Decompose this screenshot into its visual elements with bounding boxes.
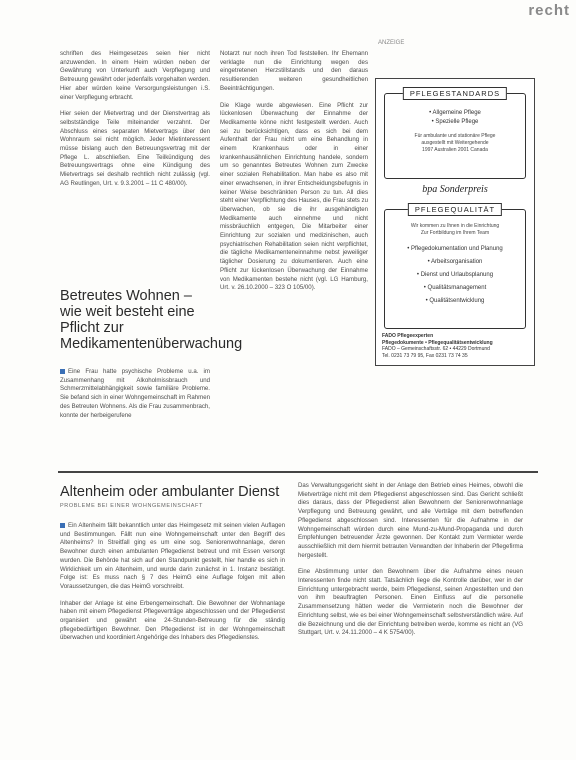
section-subheading: PROBLEME BEI EINER WOHNGEMEINSCHAFT xyxy=(60,503,203,509)
section-heading-betreutes-wohnen: Betreutes Wohnen – wie weit besteht eine Pflicht zur Medikamentenüberwachung xyxy=(60,288,243,352)
bullet-icon xyxy=(60,369,65,374)
paragraph: Notarzt nur noch ihren Tod feststellen. Ihr Ehemann verklagte nun die Einrichtung wegen des eingetretenen Herzstillstands und den daraus resultierenden weiteren gesundheitlichen Beeinträchtigungen. xyxy=(220,50,368,92)
section-heading-altenheim: Altenheim oder ambulanter Dienst xyxy=(60,484,280,500)
ad-standards-title: PFLEGESTANDARDS xyxy=(403,87,507,100)
ad-quality-note: Wir kommen zu Ihnen in die Einrichtung Zur Fortbildung im Ihrem Team xyxy=(410,223,500,236)
paragraph: schriften des Heimgesetzes seien hier nicht anzuwenden. In einem Heim würden neben der Gewährung von Unterkunft auch Verpflegung und Betreuung gewährt oder jedenfalls vorgehalten werden. Hier aber würden keine Versorgungsleistungen i.S. einer Verpflegung erbracht. xyxy=(60,50,210,101)
top-middle-column xyxy=(220,50,368,301)
advertisement-box[interactable] xyxy=(375,78,535,366)
paragraph: Die Klage wurde abgewiesen. Eine Pflicht zur lückenlosen Überwachung der Einnahme der Medikamente könne nicht festgestellt werden. Auch sei zu berücksichtigen, dass es sich bei dem Aufenthalt der Frau nicht um eine Behandlung in einem Krankenhaus oder in einer krankenhausähnlichen Einrichtung handele, sondern um so genanntes Betreutes Wohnen zum Zwecke einer sozialen Rehabilitation. Man habe es also mit einer erwachsenen, in ihrer Entscheidungsbefugnis in keiner Weise beschränkten Person zu tun. All dies steht einer Verpflichtung des Hauses, die Frau stets zu überwachen, ob sie die ihr ausgehändigten Medikamente auch einnehme und nicht missbräuchlich entgegen, Die Mitarbeiter einer Einrichtung zur sozialen und medizinischen, auch psychiatrischen Rehabilitation seien nicht verpflichtet, die tägliche Medikamenteneinnahme nebst jeweiliger täglicher Dosierung zu dokumentieren. Auch eine Pflicht zur lückenlosen Überwachung der Einnahme von Medikamenten bestehe nicht (vgl. LG Hamburg, Urt. v. 26.10.2000 – 323 O 105/00). xyxy=(220,101,368,292)
paragraph: Eine Abstimmung unter den Bewohnern über die Aufnahme eines neuen Interessenten finde nicht statt. Tatsächlich liege die Kontrolle darüber, wer in der Einrichtung untergebracht werde, beim Pflegedienst, seinen Angestellten und den von ihm beauftragten Personen. Einen Einfluss auf die personelle Zusammensetzung hätten weder die Vermieterin noch die Bewohner der Einrichtung selbst, wie es bei einer Wohngemeinschaft selbstverständlich wäre. Auf die Bezeichnung und die der Einrichtung betreiben werde, komme es nicht an (VG Stuttgart, Urt. v. 24.11.2000 – 4 K 5754/00). xyxy=(298,568,523,637)
paragraph: Hier seien der Mietvertrag und der Dienstvertrag als selbstständige Teile miteinander verzahnt. Der Abschluss eines separaten Mietvertrags über den Wohnraum sei nicht möglich. Jeder Mietinteressent müsse bislang auch den Betreuungsvertrag mit der Pflege L. abschließen. Eine Teilkündigung des Betreuungsvertrags ohne eine Kündigung des Mietvertrags sei deshalb rechtlich nicht zulässig (vgl. AG Reutlingen, Urt. v. 9.3.2001 – 11 C 480/00). xyxy=(60,110,210,187)
paragraph: Eine Frau hatte psychische Probleme u.a. im Zusammenhang mit Alkoholmissbrauch und Schmerzmittelabhängigkeit sowie familiäre Probleme. Sie befand sich in einer Wohngemeinschaft im Rahmen des Betreuten Wohnens. Als die Frau zusammenbrach, konnte der herbeigerufene xyxy=(60,368,210,419)
ad-standards-note: Für ambulante und stationäre Pflege ausgestellt mit Weitergehende 1997 Australien 2001 Canada xyxy=(414,133,496,153)
ad-label: ANZEIGE xyxy=(378,40,405,46)
ad-quality-title: PFLEGEQUALITÄT xyxy=(408,203,502,216)
ad-standards-list: • Allgemeine Pflege • Spezielle Pflege xyxy=(429,110,481,125)
bottom-left-column xyxy=(60,522,285,651)
paragraph: Das Verwaltungsgericht sieht in der Anlage den Betrieb eines Heimes, obwohl die Mietverträge nicht mit dem Pflegedienst abgeschlossen sind. Das Gericht schließt dies daraus, dass der Pflegedienst allen Bewohnern der Seniorenwohnanlage Verpflegung und Betreuung gewährt, und alle Verträge mit dem betreffenden Pflegedienst abgeschlossen sind. Interessenten für die Aufnahme in der Wohngemeinschaft würden durch eine Mund-zu-Mund-Propaganda und durch Empfehlungen betreuender Ärzte gewonnen. Der Kontakt zum Vermieter werde ausschließlich mit dem hiermit betrauten Verwandten der Inhaberin der Pflegefirma hergestellt. xyxy=(298,482,523,559)
top-left-column-lower xyxy=(60,368,210,428)
bullet-icon xyxy=(60,523,65,528)
paragraph: Inhaber der Anlage ist eine Erbengemeinschaft. Die Bewohner der Wohnanlage haben mit einem Pflegedienst Pflegeverträge abgeschlossen und der Pflegedienst organisiert und gewährt eine 24-Stunden-Betreuung für die ständig pflegebedürftigen Bewohner. Den Pflegedienst ist in der Wohngemeinschaft überwachen und koordiniert Angehörige des Inhabers des Pflegedienstes. xyxy=(60,599,285,642)
paragraph: Ein Altenheim fällt bekanntlich unter das Heimgesetz mit seinen vielen Auflagen und Bestimmungen. Fällt nun eine Wohngemeinschaft unter den Begriff des Altenheims? In Streitfall ging es um eine sog. Seniorenwohnanlage, deren Bewohner durch einen ambulanten Pflegedienst betreut und mit Essen versorgt wurden. Die Behörde hat sich auf den Standpunkt gestellt, hier handle es sich in Wirklichkeit um ein Altenheim, und wurde darin zunächst in 1. Instanz bestätigt. Folge ist: Es muss nach § 7 des HeimG eine Auflage folgen mit allen Voraussetzungen, die das HeimG vorschreibt. xyxy=(60,522,285,590)
section-header-recht: recht xyxy=(528,2,570,19)
ad-special-price: bpa Sonderpreis xyxy=(422,184,488,195)
bottom-right-column xyxy=(298,482,523,646)
ad-footer: FADO Pflegeexperten Pflegedokumente • Pflegequalitätsentwicklung FADO – Gemeinschaftsstr. 62 • 44229 Dortmund Tel. 0231 73 79 95, Fax 0231 73 74 35 xyxy=(382,333,493,359)
ad-quality-list: • Pflegedokumentation und Planung • Arbeitsorganisation • Dienst und Urlaubsplanung • Qualitätsmanagement • Qualitätsentwicklung xyxy=(407,246,503,304)
section-divider xyxy=(58,471,538,473)
top-left-column xyxy=(60,50,210,197)
